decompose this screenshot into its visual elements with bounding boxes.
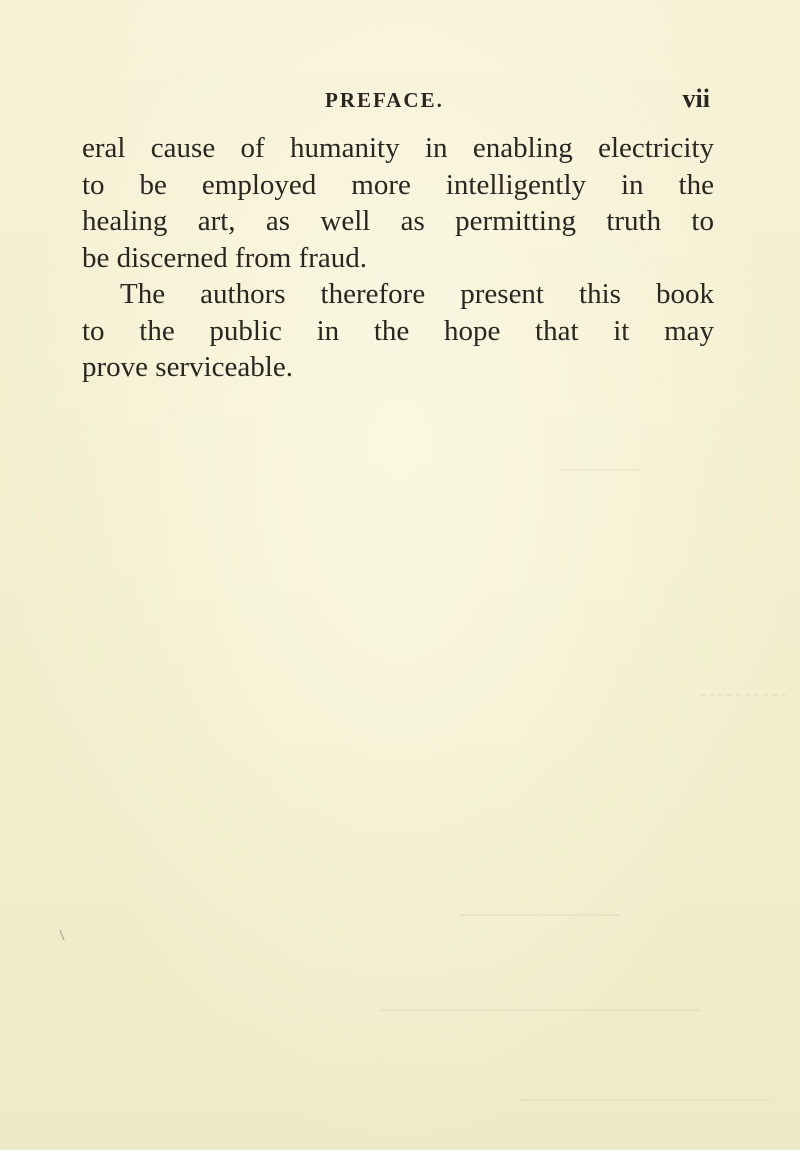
text-line: prove serviceable. xyxy=(82,351,293,383)
text-line: The authors therefore present this book xyxy=(120,278,714,310)
text-line: be discerned from fraud. xyxy=(82,241,368,274)
text-line: healing art, as well as permitting truth to xyxy=(82,205,714,237)
text-line: eral cause of humanity in enabling electricity xyxy=(82,132,714,164)
text-line: to the public in the hope that it may xyxy=(82,314,714,347)
running-header xyxy=(82,84,710,116)
body-text xyxy=(82,130,714,386)
page-number: vii xyxy=(682,84,710,113)
running-title: PREFACE. xyxy=(325,88,444,112)
text-line: to be employed more intelligently in the xyxy=(82,168,714,201)
